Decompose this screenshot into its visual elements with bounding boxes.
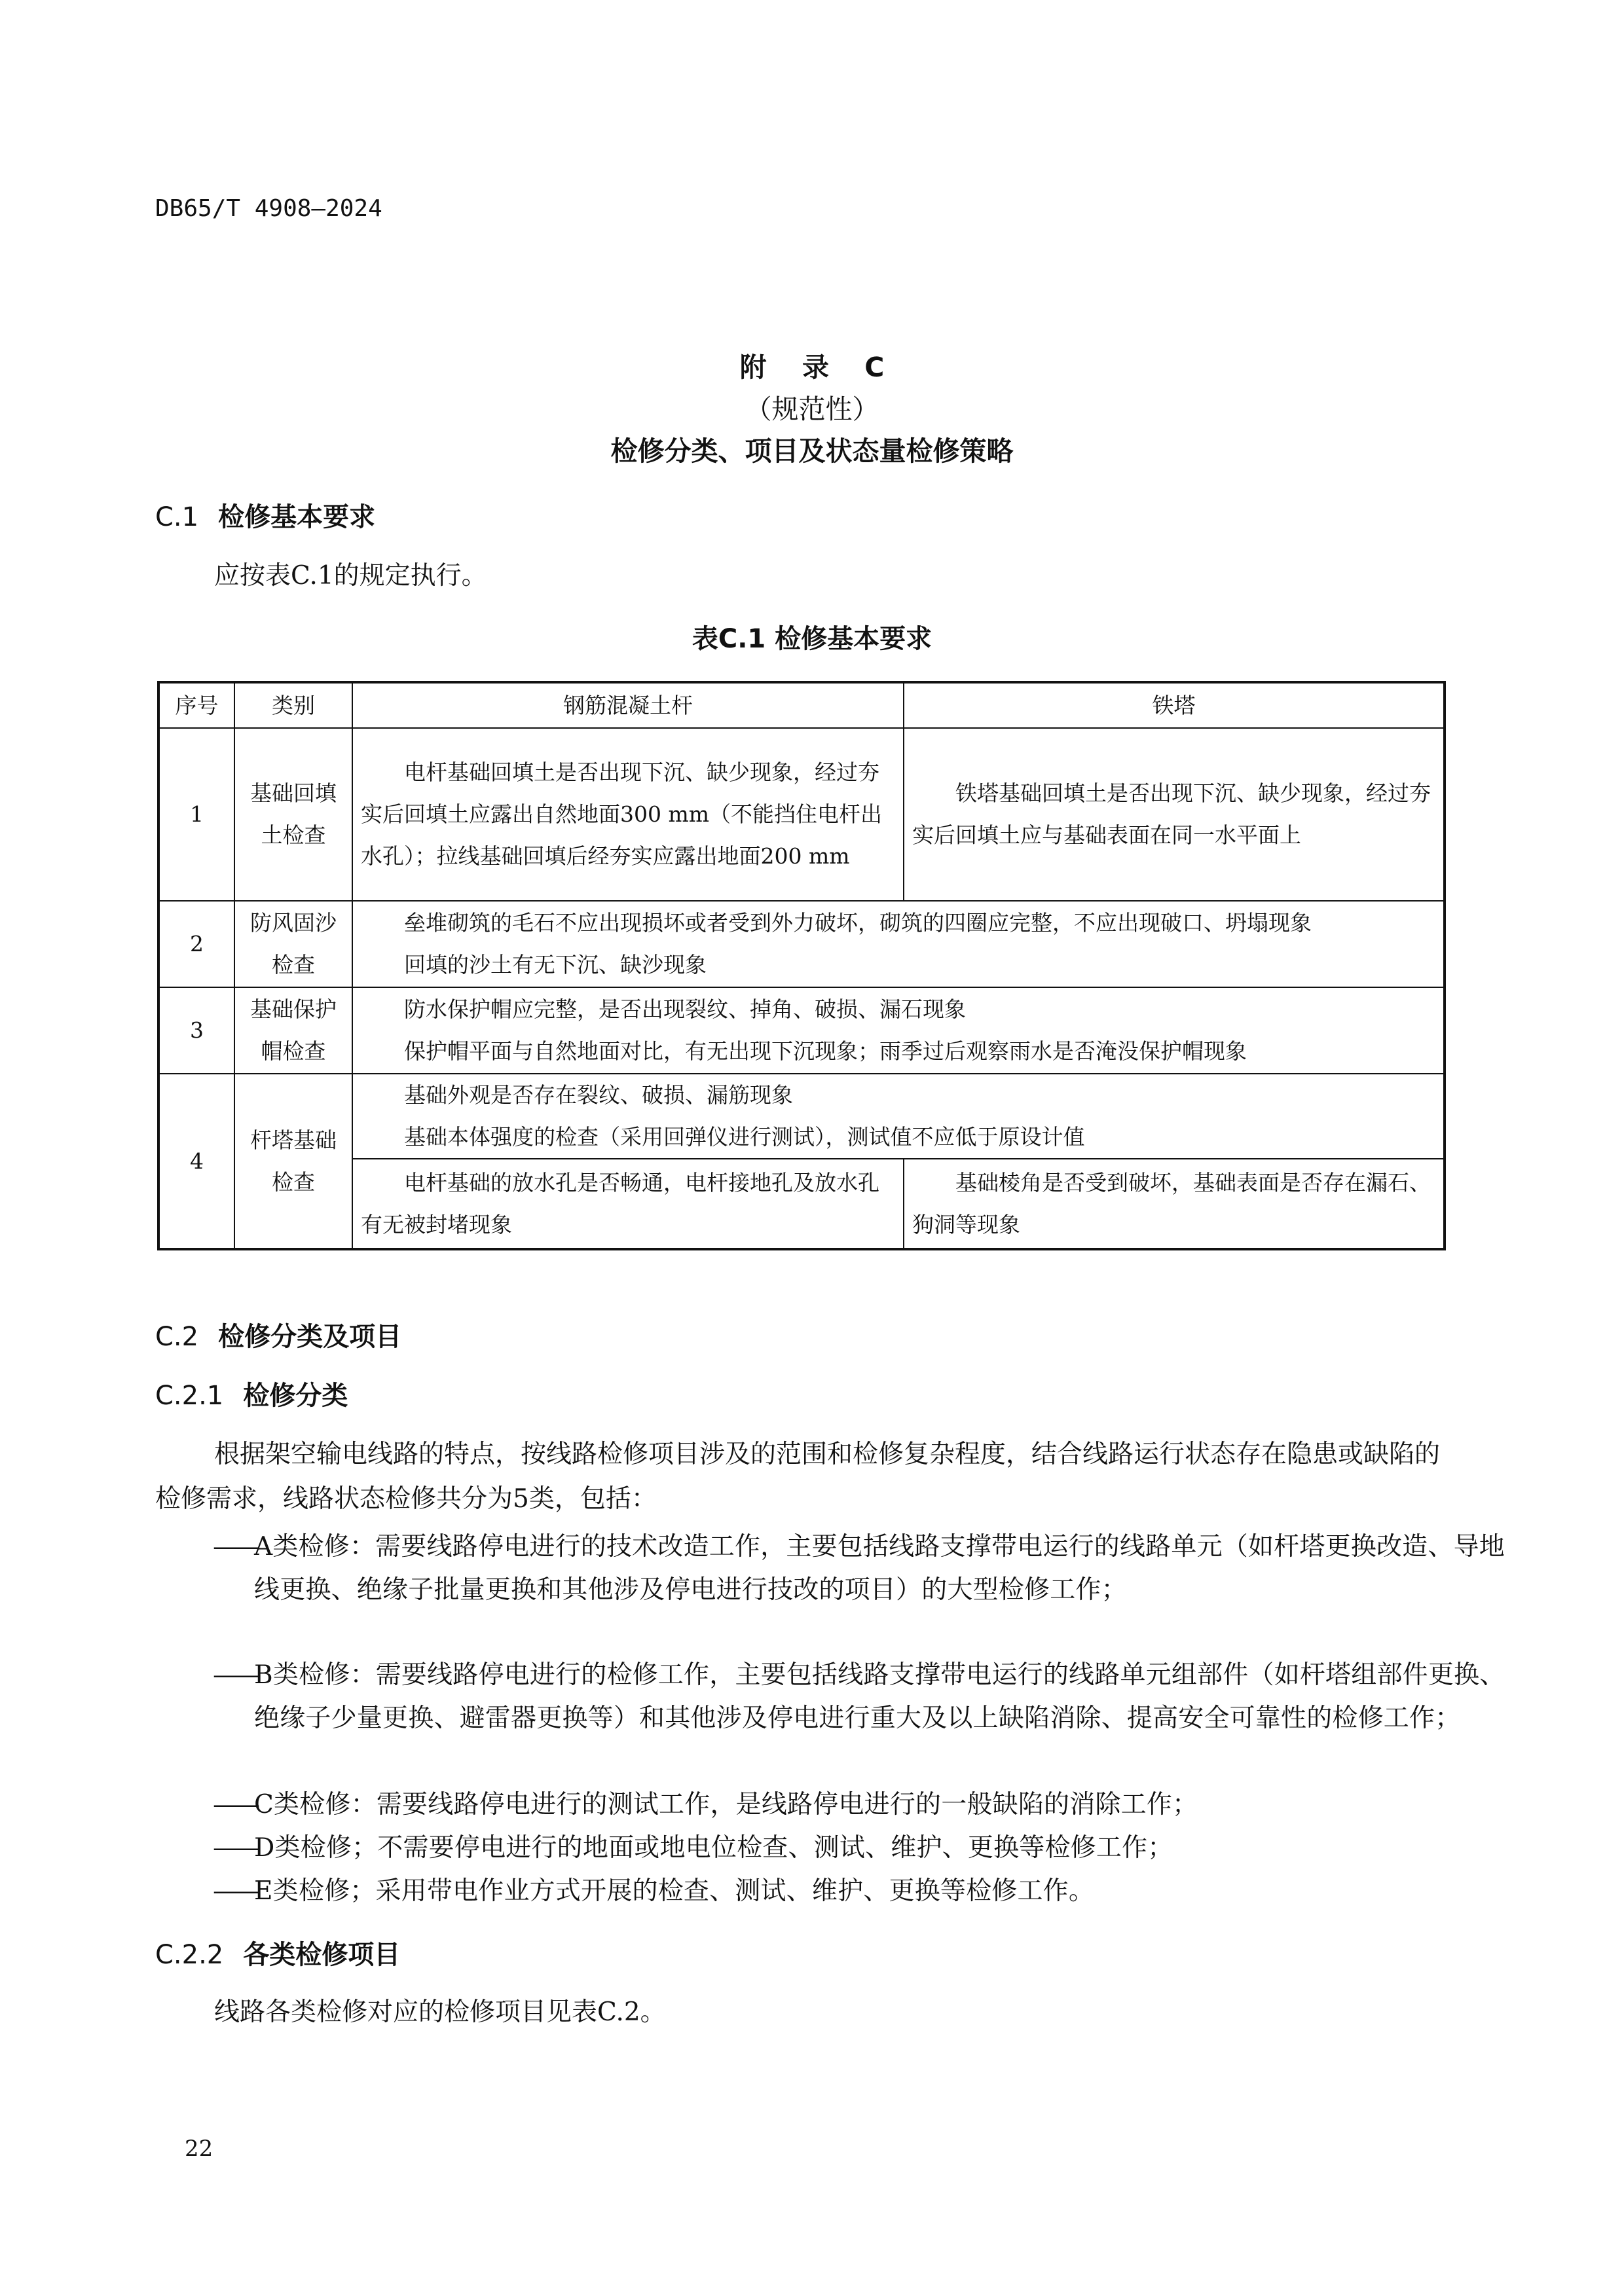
list-item-text: B类检修：需要线路停电进行的检修工作，主要包括线路支撑带电运行的线路单元组部件（如杆塔组部件更换、绝缘子少量更换、避雷器更换等）和其他涉及停电进行重大及以上缺陷消除、提高安全可靠性的检修工作； [254,1660,1505,1733]
header-cell: 序号 [158,682,234,728]
section-number: C.1 [155,502,199,532]
section-title: 各类检修项目 [243,1940,401,1970]
list-item [213,1654,1511,1740]
appendix-nature: （规范性） [745,393,879,425]
list-item [213,1525,1511,1612]
section-title: 检修基本要求 [218,502,376,532]
table-row [158,901,1445,987]
row-category: 基础保护帽检查 [234,987,352,1074]
section-c2-heading [155,1316,401,1353]
dash-marker: —— [213,1790,256,1819]
section-number: C.2.1 [155,1381,224,1411]
dash-marker: —— [213,1660,256,1690]
concrete-pole-cell: 电杆基础的放水孔是否畅通，电杆接地孔及放水孔有无被封堵现象 [352,1159,904,1249]
section-c1-heading [155,496,375,534]
concrete-pole-cell: 电杆基础回填土是否出现下沉、缺少现象，经过夯实后回填土应露出自然地面300 mm（不能挡住电杆出水孔）；拉线基础回填后经夯实应露出地面200 mm [352,728,904,901]
tower-cell: 基础棱角是否受到破坏，基础表面是否存在漏石、狗洞等现象 [904,1159,1445,1249]
list-item-text: D类检修；不需要停电进行的地面或地电位检查、测试、维护、更换等检修工作； [254,1833,1173,1863]
row-category: 基础回填土检查 [234,728,352,901]
row-number: 2 [158,901,234,987]
table-row [158,987,1445,1074]
page-number: 22 [185,2136,213,2162]
section-number: C.2.2 [155,1940,224,1970]
section-number: C.2 [155,1322,199,1352]
tower-cell: 铁塔基础回填土是否出现下沉、缺少现象，经过夯实后回填土应与基础表面在同一水平面上 [904,728,1445,901]
header-cell: 钢筋混凝土杆 [352,682,904,728]
shared-line: 基础外观是否存在裂纹、破损、漏筋现象 [404,1082,793,1108]
table-caption: 表C.1 检修基本要求 [692,624,932,654]
requirements-table [157,681,1446,1250]
shared-cell [352,987,1445,1074]
row-number: 1 [158,728,234,901]
document-number: DB65/T 4908—2024 [155,195,382,222]
shared-line: 垒堆砌筑的毛石不应出现损坏或者受到外力破坏，砌筑的四圈应完整，不应出现破口、坍塌现象 [404,910,1312,936]
shared-line: 基础本体强度的检查（采用回弹仪进行测试），测试值不应低于原设计值 [404,1124,1085,1150]
dash-marker: —— [213,1876,256,1906]
list-item-text: A类检修：需要线路停电进行的技术改造工作，主要包括线路支撑带电运行的线路单元（如杆塔更换改造、导地线更换、绝缘子批量更换和其他涉及停电进行技改的项目）的大型检修工作； [254,1532,1505,1605]
table-row [158,728,1445,901]
dash-marker: —— [213,1532,256,1561]
dash-marker: —— [213,1833,256,1863]
section-title: 检修分类 [243,1381,348,1411]
shared-cell [352,901,1445,987]
header-cell: 类别 [234,682,352,728]
table-row [158,1074,1445,1159]
list-item-text: E类检修；采用带电作业方式开展的检查、测试、维护、更换等检修工作。 [254,1876,1095,1906]
list-item [213,1783,1511,1827]
shared-line: 防水保护帽应完整，是否出现裂纹、掉角、破损、漏石现象 [404,996,966,1022]
section-c22-heading [155,1934,400,1971]
c22-paragraph: 线路各类检修对应的检修项目见表C.2。 [214,1997,666,2027]
shared-cell [352,1074,1445,1159]
row-number: 3 [158,987,234,1074]
row-number: 4 [158,1074,234,1249]
appendix-label: 附 录 C [739,352,885,383]
row-category: 防风固沙检查 [234,901,352,987]
list-item [213,1827,1511,1870]
section-title: 检修分类及项目 [218,1322,402,1352]
c1-intro: 应按表C.1的规定执行。 [214,561,487,591]
shared-line: 回填的沙土有无下沉、缺沙现象 [404,952,707,977]
c21-paragraph: 根据架空输电线路的特点，按线路检修项目涉及的范围和检修复杂程度，结合线路运行状态存在隐患或缺陷的检修需求，线路状态检修共分为5类，包括： [155,1440,1441,1514]
table-header-row [158,682,1445,728]
shared-line: 保护帽平面与自然地面对比，有无出现下沉现象；雨季过后观察雨水是否淹没保护帽现象 [404,1038,1247,1064]
section-c21-heading [155,1375,348,1412]
row-category: 杆塔基础检查 [234,1074,352,1249]
list-item [213,1870,1511,1913]
appendix-title: 检修分类、项目及状态量检修策略 [610,435,1014,467]
header-cell: 铁塔 [904,682,1445,728]
list-item-text: C类检修：需要线路停电进行的测试工作，是线路停电进行的一般缺陷的消除工作； [254,1790,1198,1819]
